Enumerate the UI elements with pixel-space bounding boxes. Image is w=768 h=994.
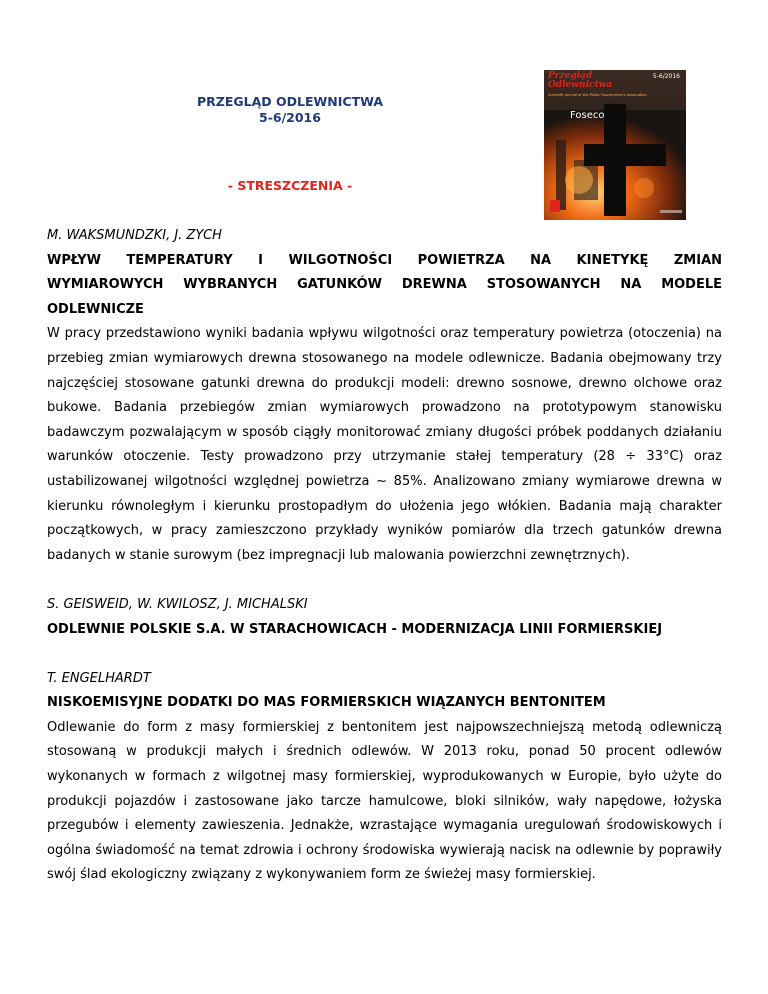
cover-brand: Foseco — [570, 110, 605, 121]
article-3 — [47, 667, 722, 888]
article-title: ODLEWNIE POLSKIE S.A. W STARACHOWICACH - MODERNIZACJA LINII FORMIERSKIEJ — [47, 621, 663, 637]
spacer — [47, 568, 722, 593]
article-title: NISKOEMISYJNE DODATKI DO MAS FORMIERSKICH WIĄZANYCH BENTONITEM — [47, 695, 606, 711]
article-authors: M. WAKSMUNDZKI, J. ZYCH — [47, 228, 222, 243]
journal-header — [160, 94, 420, 126]
article-abstract: W pracy przedstawiono wyniki badania wpływu wilgotności oraz temperatury powietrza (otoczenia) na przebieg zmian wymiarowych drewna stosowanego na modele odlewnicze. Badania obejmowany trzy najczęściej stosowane gatunki drewna do produkcji modeli: drewno sosnowe, drewno olchowe oraz bukowe. Badania przebiegów zmian wymiarowych prowadzono na prototypowym stanowisku badawczym pozwalającym w sposób ciągły monitorować zmiany długości próbek poddanych działaniu warunków otoczenie. Testy prowadzono przy utrzymanie stałej temperatury (28 ÷ 33°C) oraz ustabilizowanej wilgotności względnej powietrza ~ 85%. Analizowano zmiany wymiarowe drewna w kierunku równoległym i kierunku prostopadłym do ułożenia jego włókien. Badania mają charakter początkowych, w pracy zamieszczono przykłady wyników pomiarów dla trzech gatunków drewna badanych w stanie surowym (bez impregnacji lub malowania powierzchni zewnętrznych). — [47, 326, 722, 563]
abstracts-content — [47, 224, 722, 888]
article-title-line-2: WYMIAROWYCH WYBRANYCH GATUNKÓW DREWNA STOSOWANYCH NA MODELE — [47, 277, 723, 293]
journal-issue: 5-6/2016 — [259, 110, 321, 125]
journal-cover-image — [544, 70, 686, 220]
section-heading: - STRESZCZENIA - — [227, 178, 353, 193]
article-title-line-1: WPŁYW TEMPERATURY I WILGOTNOŚCI POWIETRZA NA KINETYKĘ ZMIAN — [47, 252, 723, 268]
article-authors: T. ENGELHARDT — [47, 670, 151, 686]
journal-title: PRZEGLĄD ODLEWNICTWA — [196, 94, 384, 109]
spacer — [47, 642, 722, 667]
article-1 — [47, 224, 722, 568]
article-authors: S. GEISWEID, W. KWILOSZ, J. MICHALSKI — [47, 596, 308, 612]
article-title-line-3: ODLEWNICZE — [47, 301, 144, 317]
cover-issue-badge: 5-6/2016 — [652, 73, 680, 80]
cover-masthead-line2: Odlewnictwa — [548, 80, 613, 90]
article-abstract: Odlewanie do form z masy formierskiej z bentonitem jest najpowszechniejszą metodą odlewniczą stosowaną w produkcji małych i średnich odlewów. W 2013 roku, ponad 50 procent odlewów wykonanych w formach z wilgotnej masy formierskiej, wyprodukowanych w Europie, było użyte do produkcji pojazdów i zastosowane jako tarcze hamulcowe, bloki silników, wały napędowe, łożyska przegubów i elementy zawieszenia. Jednakże, wzrastające wymagania uregulowań środowiskowych i ogólna świadomość na temat zdrowia i ochrony środowiska wywierają nacisk na odlewnie by poprawiły swój ślad ekologiczny związany z wykonywaniem form ze świeżej masy formierskiej. — [47, 719, 722, 883]
article-2 — [47, 593, 722, 642]
cover-subtitle: Scientific Journal of the Polish Foundrymen's Association — [548, 93, 647, 97]
cover-masthead-line1: Przegląd — [548, 71, 593, 81]
